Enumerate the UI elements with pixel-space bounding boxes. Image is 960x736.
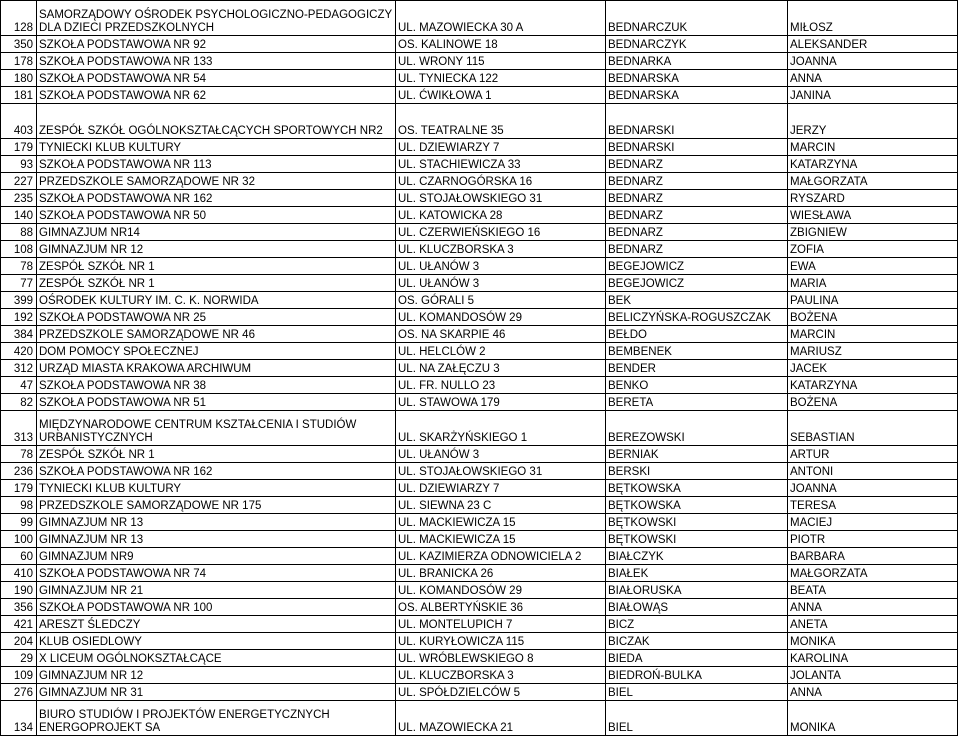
surname-cell: BĘTKOWSKI <box>606 531 788 548</box>
address-cell: UL. TYNIECKA 122 <box>396 70 606 87</box>
address-cell: UL. MONTELUPICH 7 <box>396 616 606 633</box>
table-row <box>1 241 958 258</box>
address-cell: UL. HELCLÓW 2 <box>396 343 606 360</box>
address-cell: UL. KLUCZBORSKA 3 <box>396 241 606 258</box>
first-name-cell: WIESŁAWA <box>788 207 958 224</box>
surname-cell: BIEL <box>606 684 788 701</box>
address-cell: UL. KOMANDOSÓW 29 <box>396 582 606 599</box>
institution-cell: MIĘDZYNARODOWE CENTRUM KSZTAŁCENIA I STUDIÓW URBANISTYCZNYCH <box>37 411 396 446</box>
table-row <box>1 599 958 616</box>
surname-cell: BERNIAK <box>606 446 788 463</box>
address-cell: UL. MACKIEWICZA 15 <box>396 514 606 531</box>
surname-cell: BEDNARZ <box>606 207 788 224</box>
address-cell: UL. KAZIMIERZA ODNOWICIELA 2 <box>396 548 606 565</box>
table-row <box>1 565 958 582</box>
table-row <box>1 309 958 326</box>
address-cell: UL. FR. NULLO 23 <box>396 377 606 394</box>
institution-cell: SZKOŁA PODSTAWOWA NR 133 <box>37 53 396 70</box>
first-name-cell: ZOFIA <box>788 241 958 258</box>
table-row <box>1 650 958 667</box>
table-row <box>1 190 958 207</box>
institution-cell: TYNIECKI KLUB KULTURY <box>37 139 396 156</box>
surname-cell: BERSKI <box>606 463 788 480</box>
address-cell: UL. WRONY 115 <box>396 53 606 70</box>
id-cell: 204 <box>1 633 37 650</box>
address-cell: UL. KOMANDOSÓW 29 <box>396 309 606 326</box>
table-row <box>1 684 958 701</box>
address-cell: UL. MAZOWIECKA 30 A <box>396 1 606 36</box>
id-cell: 276 <box>1 684 37 701</box>
id-cell: 356 <box>1 599 37 616</box>
address-cell: OS. ALBERTYŃSKIE 36 <box>396 599 606 616</box>
table-row <box>1 480 958 497</box>
surname-cell: BEK <box>606 292 788 309</box>
first-name-cell: KATARZYNA <box>788 156 958 173</box>
address-cell: UL. KATOWICKA 28 <box>396 207 606 224</box>
first-name-cell: PIOTR <box>788 531 958 548</box>
institution-cell: GIMNAZJUM NR 13 <box>37 531 396 548</box>
institution-cell: KLUB OSIEDLOWY <box>37 633 396 650</box>
table-row <box>1 548 958 565</box>
first-name-cell: ANETA <box>788 616 958 633</box>
table-row <box>1 292 958 309</box>
first-name-cell: BARBARA <box>788 548 958 565</box>
id-cell: 98 <box>1 497 37 514</box>
first-name-cell: MARCIN <box>788 326 958 343</box>
table-row <box>1 224 958 241</box>
institution-cell: SZKOŁA PODSTAWOWA NR 62 <box>37 87 396 104</box>
id-cell: 403 <box>1 104 37 139</box>
institution-cell: GIMNAZJUM NR 31 <box>37 684 396 701</box>
id-cell: 421 <box>1 616 37 633</box>
institution-cell: SZKOŁA PODSTAWOWA NR 113 <box>37 156 396 173</box>
institution-cell: SZKOŁA PODSTAWOWA NR 162 <box>37 463 396 480</box>
surname-cell: BĘTKOWSKI <box>606 514 788 531</box>
surname-cell: BEDNARCZYK <box>606 36 788 53</box>
institution-cell: TYNIECKI KLUB KULTURY <box>37 480 396 497</box>
address-cell: UL. SPÓŁDZIELCÓW 5 <box>396 684 606 701</box>
table-row <box>1 667 958 684</box>
institution-cell: DOM POMOCY SPOŁECZNEJ <box>37 343 396 360</box>
address-cell: UL. KLUCZBORSKA 3 <box>396 667 606 684</box>
id-cell: 312 <box>1 360 37 377</box>
surname-cell: BEMBENEK <box>606 343 788 360</box>
first-name-cell: JERZY <box>788 104 958 139</box>
first-name-cell: JOANNA <box>788 480 958 497</box>
surname-cell: BEGEJOWICZ <box>606 275 788 292</box>
id-cell: 180 <box>1 70 37 87</box>
surname-cell: BIAŁOWĄS <box>606 599 788 616</box>
institution-cell: ZESPÓŁ SZKÓŁ NR 1 <box>37 446 396 463</box>
address-cell: UL. CZERWIEŃSKIEGO 16 <box>396 224 606 241</box>
first-name-cell: JACEK <box>788 360 958 377</box>
table-row <box>1 582 958 599</box>
id-cell: 99 <box>1 514 37 531</box>
address-cell: UL. BRANICKA 26 <box>396 565 606 582</box>
id-cell: 235 <box>1 190 37 207</box>
first-name-cell: MIŁOSZ <box>788 1 958 36</box>
address-cell: UL. KURYŁOWICZA 115 <box>396 633 606 650</box>
institution-cell: SZKOŁA PODSTAWOWA NR 51 <box>37 394 396 411</box>
address-cell: UL. STOJAŁOWSKIEGO 31 <box>396 463 606 480</box>
institution-cell: SZKOŁA PODSTAWOWA NR 92 <box>37 36 396 53</box>
id-cell: 78 <box>1 258 37 275</box>
id-cell: 227 <box>1 173 37 190</box>
first-name-cell: JOLANTA <box>788 667 958 684</box>
institution-cell: GIMNAZJUM NR9 <box>37 548 396 565</box>
table-row <box>1 394 958 411</box>
surname-cell: BEDNARZ <box>606 156 788 173</box>
table-row <box>1 104 958 139</box>
institution-cell: SAMORZĄDOWY OŚRODEK PSYCHOLOGICZNO-PEDAGOGICZY DLA DZIECI PRZEDSZKOLNYCH <box>37 1 396 36</box>
surname-cell: BEDNARZ <box>606 224 788 241</box>
id-cell: 179 <box>1 480 37 497</box>
surname-cell: BICZAK <box>606 633 788 650</box>
institution-cell: URZĄD MIASTA KRAKOWA ARCHIWUM <box>37 360 396 377</box>
id-cell: 192 <box>1 309 37 326</box>
first-name-cell: MACIEJ <box>788 514 958 531</box>
institution-cell: PRZEDSZKOLE SAMORZĄDOWE NR 32 <box>37 173 396 190</box>
id-cell: 178 <box>1 53 37 70</box>
address-cell: OS. TEATRALNE 35 <box>396 104 606 139</box>
institution-cell: ZESPÓŁ SZKÓŁ NR 1 <box>37 275 396 292</box>
id-cell: 181 <box>1 87 37 104</box>
address-cell: UL. DZIEWIARZY 7 <box>396 480 606 497</box>
table-row <box>1 87 958 104</box>
table-row <box>1 343 958 360</box>
id-cell: 384 <box>1 326 37 343</box>
first-name-cell: MONIKA <box>788 633 958 650</box>
surname-cell: BEDNARKA <box>606 53 788 70</box>
surname-cell: BIAŁEK <box>606 565 788 582</box>
table-row <box>1 326 958 343</box>
address-cell: OS. GÓRALI 5 <box>396 292 606 309</box>
address-cell: UL. STACHIEWICZA 33 <box>396 156 606 173</box>
institution-cell: SZKOŁA PODSTAWOWA NR 25 <box>37 309 396 326</box>
first-name-cell: RYSZARD <box>788 190 958 207</box>
surname-cell: BEDNARSKA <box>606 70 788 87</box>
table-row <box>1 446 958 463</box>
institution-cell: GIMNAZJUM NR 21 <box>37 582 396 599</box>
table-row <box>1 497 958 514</box>
surname-cell: BEDNARSKA <box>606 87 788 104</box>
institution-cell: PRZEDSZKOLE SAMORZĄDOWE NR 46 <box>37 326 396 343</box>
id-cell: 179 <box>1 139 37 156</box>
surname-cell: BEDNARZ <box>606 173 788 190</box>
address-cell: UL. SIEWNA 23 C <box>396 497 606 514</box>
surname-cell: BENDER <box>606 360 788 377</box>
address-cell: UL. WRÓBLEWSKIEGO 8 <box>396 650 606 667</box>
table-row <box>1 139 958 156</box>
id-cell: 399 <box>1 292 37 309</box>
first-name-cell: ANNA <box>788 599 958 616</box>
institution-cell: GIMNAZJUM NR 12 <box>37 241 396 258</box>
table-row <box>1 411 958 446</box>
first-name-cell: MARIUSZ <box>788 343 958 360</box>
id-cell: 93 <box>1 156 37 173</box>
id-cell: 140 <box>1 207 37 224</box>
surname-cell: BEŁDO <box>606 326 788 343</box>
institution-cell: X LICEUM OGÓLNOKSZTAŁCĄCE <box>37 650 396 667</box>
address-cell: UL. ĆWIKŁOWA 1 <box>396 87 606 104</box>
id-cell: 100 <box>1 531 37 548</box>
id-cell: 108 <box>1 241 37 258</box>
table-row <box>1 616 958 633</box>
records-table-body <box>1 1 958 736</box>
table-row <box>1 633 958 650</box>
first-name-cell: MAŁGORZATA <box>788 173 958 190</box>
id-cell: 47 <box>1 377 37 394</box>
institution-cell: PRZEDSZKOLE SAMORZĄDOWE NR 175 <box>37 497 396 514</box>
first-name-cell: MAŁGORZATA <box>788 565 958 582</box>
id-cell: 78 <box>1 446 37 463</box>
table-row <box>1 360 958 377</box>
first-name-cell: ALEKSANDER <box>788 36 958 53</box>
id-cell: 190 <box>1 582 37 599</box>
first-name-cell: BOŻENA <box>788 394 958 411</box>
table-row <box>1 514 958 531</box>
id-cell: 313 <box>1 411 37 446</box>
first-name-cell: ZBIGNIEW <box>788 224 958 241</box>
id-cell: 77 <box>1 275 37 292</box>
surname-cell: BEDNARZ <box>606 190 788 207</box>
first-name-cell: JANINA <box>788 87 958 104</box>
surname-cell: BIAŁCZYK <box>606 548 788 565</box>
id-cell: 82 <box>1 394 37 411</box>
surname-cell: BĘTKOWSKA <box>606 497 788 514</box>
address-cell: UL. NA ZAŁĘCZU 3 <box>396 360 606 377</box>
institution-cell: ZESPÓŁ SZKÓŁ OGÓLNOKSZTAŁCĄCYCH SPORTOWYCH NR2 <box>37 104 396 139</box>
institution-cell: ZESPÓŁ SZKÓŁ NR 1 <box>37 258 396 275</box>
table-row <box>1 1 958 36</box>
address-cell: UL. STAWOWA 179 <box>396 394 606 411</box>
id-cell: 60 <box>1 548 37 565</box>
id-cell: 420 <box>1 343 37 360</box>
table-row <box>1 36 958 53</box>
first-name-cell: ANNA <box>788 684 958 701</box>
surname-cell: BIEDROŃ-BULKA <box>606 667 788 684</box>
first-name-cell: BOŻENA <box>788 309 958 326</box>
surname-cell: BIEDA <box>606 650 788 667</box>
address-cell: OS. NA SKARPIE 46 <box>396 326 606 343</box>
id-cell: 350 <box>1 36 37 53</box>
first-name-cell: EWA <box>788 258 958 275</box>
address-cell: UL. UŁANÓW 3 <box>396 446 606 463</box>
surname-cell: BELICZYŃSKA-ROGUSZCZAK <box>606 309 788 326</box>
id-cell: 236 <box>1 463 37 480</box>
institution-cell: SZKOŁA PODSTAWOWA NR 38 <box>37 377 396 394</box>
address-cell: UL. MACKIEWICZA 15 <box>396 531 606 548</box>
address-cell: UL. STOJAŁOWSKIEGO 31 <box>396 190 606 207</box>
surname-cell: BEDNARSKI <box>606 139 788 156</box>
first-name-cell: PAULINA <box>788 292 958 309</box>
address-cell: UL. UŁANÓW 3 <box>396 258 606 275</box>
address-cell: UL. UŁANÓW 3 <box>396 275 606 292</box>
institution-cell: SZKOŁA PODSTAWOWA NR 100 <box>37 599 396 616</box>
table-row <box>1 701 958 736</box>
id-cell: 410 <box>1 565 37 582</box>
surname-cell: BEREZOWSKI <box>606 411 788 446</box>
address-cell: UL. CZARNOGÓRSKA 16 <box>396 173 606 190</box>
address-cell: UL. DZIEWIARZY 7 <box>396 139 606 156</box>
institution-cell: SZKOŁA PODSTAWOWA NR 54 <box>37 70 396 87</box>
table-row <box>1 173 958 190</box>
first-name-cell: KAROLINA <box>788 650 958 667</box>
address-cell: OS. KALINOWE 18 <box>396 36 606 53</box>
id-cell: 134 <box>1 701 37 736</box>
table-row <box>1 463 958 480</box>
institution-cell: SZKOŁA PODSTAWOWA NR 50 <box>37 207 396 224</box>
table-row <box>1 53 958 70</box>
first-name-cell: MARIA <box>788 275 958 292</box>
table-row <box>1 258 958 275</box>
id-cell: 109 <box>1 667 37 684</box>
table-row <box>1 377 958 394</box>
surname-cell: BIEL <box>606 701 788 736</box>
first-name-cell: KATARZYNA <box>788 377 958 394</box>
surname-cell: BENKO <box>606 377 788 394</box>
id-cell: 128 <box>1 1 37 36</box>
address-cell: UL. MAZOWIECKA 21 <box>396 701 606 736</box>
first-name-cell: ARTUR <box>788 446 958 463</box>
address-cell: UL. SKARŻYŃSKIEGO 1 <box>396 411 606 446</box>
table-row <box>1 70 958 87</box>
id-cell: 29 <box>1 650 37 667</box>
first-name-cell: MONIKA <box>788 701 958 736</box>
institution-cell: GIMNAZJUM NR 12 <box>37 667 396 684</box>
institution-cell: GIMNAZJUM NR 13 <box>37 514 396 531</box>
first-name-cell: SEBASTIAN <box>788 411 958 446</box>
institution-cell: GIMNAZJUM NR14 <box>37 224 396 241</box>
table-row <box>1 207 958 224</box>
first-name-cell: TERESA <box>788 497 958 514</box>
surname-cell: BĘTKOWSKA <box>606 480 788 497</box>
institution-cell: BIURO STUDIÓW I PROJEKTÓW ENERGETYCZNYCH ENERGOPROJEKT SA <box>37 701 396 736</box>
surname-cell: BEDNARCZUK <box>606 1 788 36</box>
first-name-cell: BEATA <box>788 582 958 599</box>
institution-cell: SZKOŁA PODSTAWOWA NR 162 <box>37 190 396 207</box>
institution-cell: OŚRODEK KULTURY IM. C. K. NORWIDA <box>37 292 396 309</box>
first-name-cell: MARCIN <box>788 139 958 156</box>
surname-cell: BEDNARZ <box>606 241 788 258</box>
surname-cell: BERETA <box>606 394 788 411</box>
first-name-cell: JOANNA <box>788 53 958 70</box>
surname-cell: BEGEJOWICZ <box>606 258 788 275</box>
first-name-cell: ANNA <box>788 70 958 87</box>
institution-cell: SZKOŁA PODSTAWOWA NR 74 <box>37 565 396 582</box>
table-row <box>1 531 958 548</box>
surname-cell: BEDNARSKI <box>606 104 788 139</box>
id-cell: 88 <box>1 224 37 241</box>
surname-cell: BICZ <box>606 616 788 633</box>
surname-cell: BIAŁORUSKA <box>606 582 788 599</box>
table-row <box>1 275 958 292</box>
first-name-cell: ANTONI <box>788 463 958 480</box>
institution-cell: ARESZT ŚLEDCZY <box>37 616 396 633</box>
table-row <box>1 156 958 173</box>
